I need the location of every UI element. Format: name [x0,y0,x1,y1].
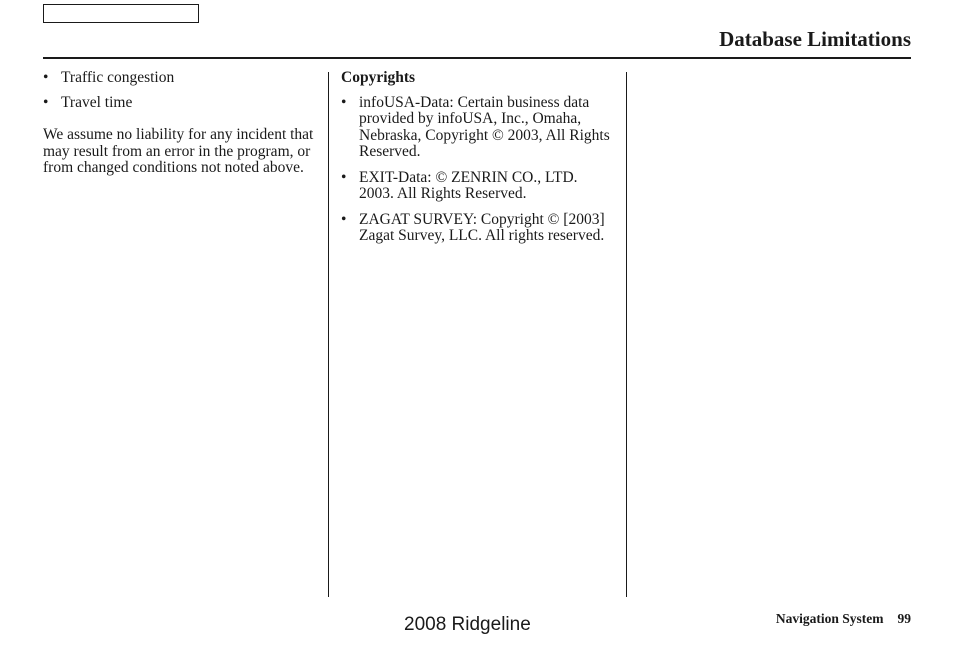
list-item: • EXIT-Data: © ZENRIN CO., LTD. 2003. All Rights Reserved. [341,170,616,203]
section-heading: Copyrights [341,69,416,86]
footer-section-name: Navigation System [775,611,884,626]
left-column [43,68,315,177]
list-item: • infoUSA-Data: Certain business data provided by infoUSA, Inc., Omaha, Nebraska, Copyright © 2003, All Rights Reserved. [341,95,616,161]
column-divider-left [328,72,329,597]
header-tab-box [43,4,199,23]
header-rule [43,57,911,59]
left-bullet-list [43,70,315,111]
list-item: • Traffic congestion [43,70,315,87]
footer-section [776,611,911,627]
column-divider-right [626,72,627,597]
liability-paragraph: We assume no liability for any incident that may result from an error in the program, or from changed conditions not noted above. [43,126,314,176]
middle-column [341,68,616,254]
copyright-list [341,95,616,245]
page-title: Database Limitations [719,27,911,51]
page-number: 99 [897,611,911,626]
list-item: • Travel time [43,95,315,112]
footer-model-name: 2008 Ridgeline [404,614,531,635]
list-item: • ZAGAT SURVEY: Copyright © [2003] Zagat Survey, LLC. All rights reserved. [341,212,616,245]
